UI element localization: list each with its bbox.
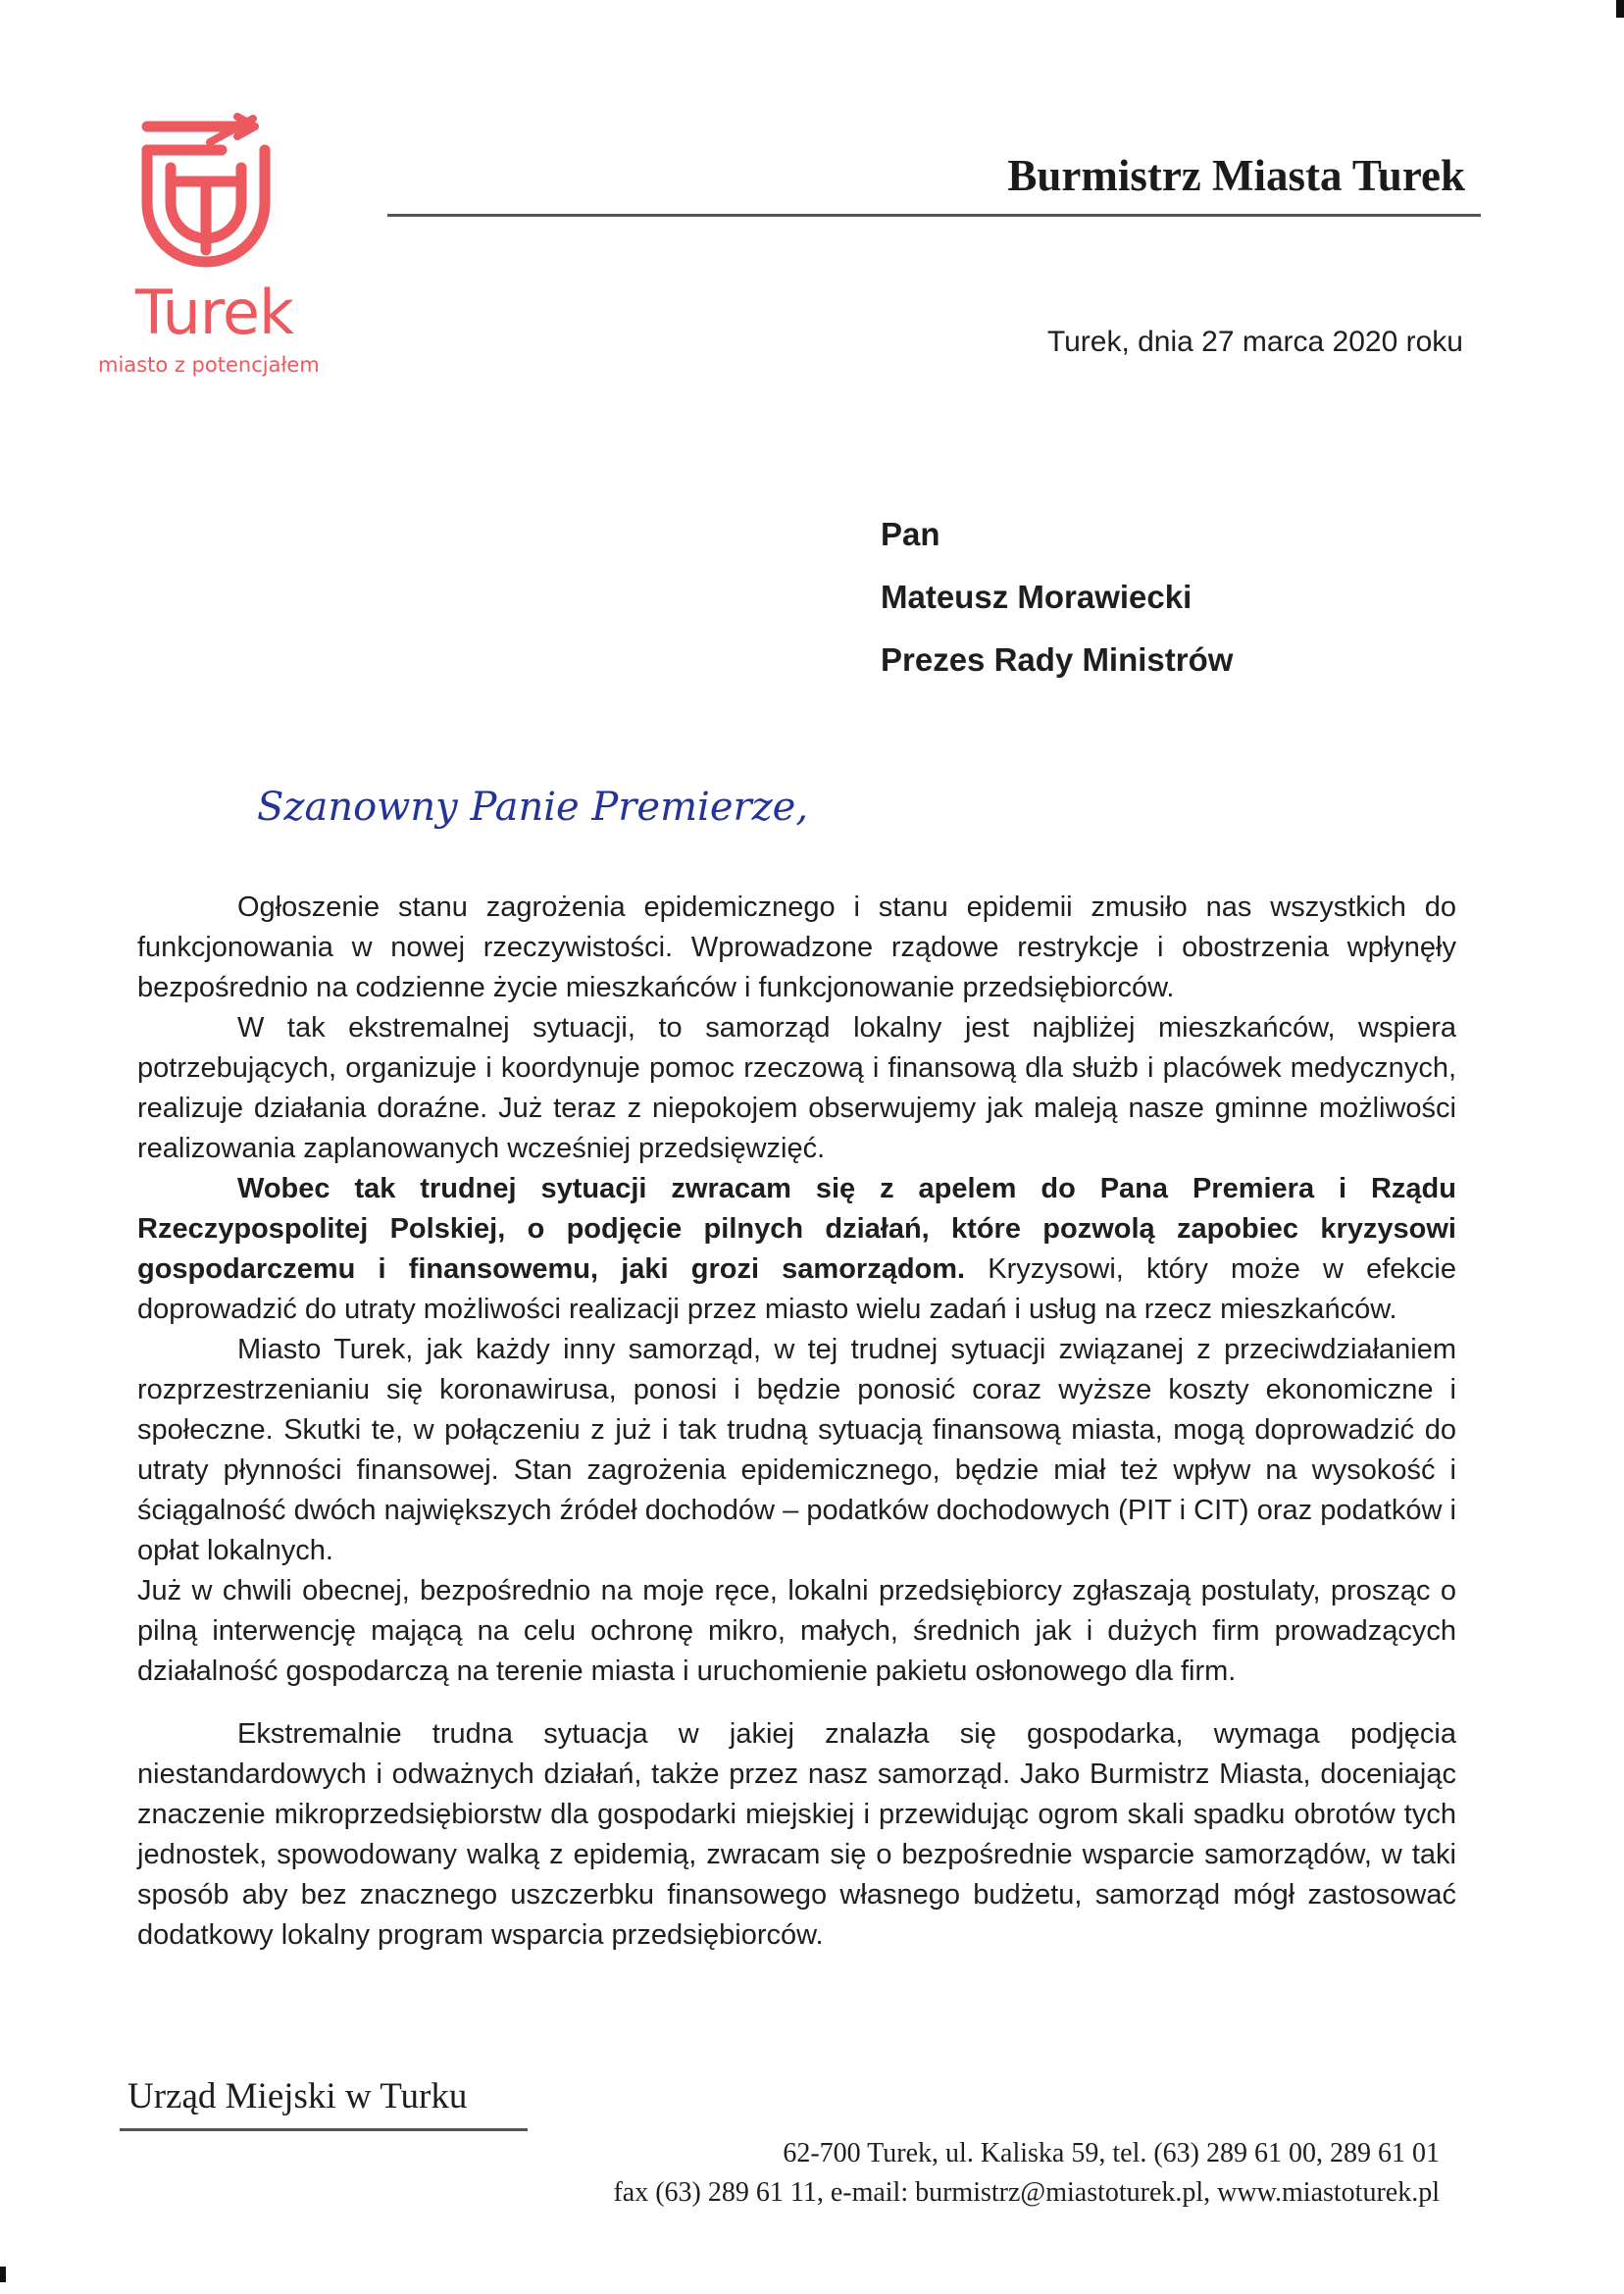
appeal-continuation: Kryzysowi, który może w efekcie doprowadzić do utraty możliwości realizacji przez miasto wielu zadań i usług na rzecz mieszkańców. xyxy=(137,1253,1456,1325)
handwritten-salutation: Szanowny Panie Premierze, xyxy=(257,785,809,830)
paragraph-5: Już w chwili obecnej, bezpośrednio na moje ręce, lokalni przedsiębiorcy zgłaszają postulaty, prosząc o pilną interwencję mającą na celu ochronę mikro, małych, średnich jak i dużych firm prowadzących działalność gospodarczą na terenie miasta i uruchomienie pakietu osłonowego dla firm. xyxy=(137,1575,1456,1687)
paragraph-2: W tak ekstremalnej sytuacji, to samorząd lokalny jest najbliżej mieszkańców, wspiera potrzebujących, organizuje i koordynuje pomoc rzeczową i finansową dla służb i placówek medycznych, realizuje działania doraźne. Już teraz z niepokojem obserwujemy jak maleją nasze gminne możliwości realizowania zaplanowanych wcześniej przedsięwzięć. xyxy=(137,1012,1456,1164)
recipient-name: Mateusz Morawiecki xyxy=(881,579,1193,615)
letter-date: Turek, dnia 27 marca 2020 roku xyxy=(1046,326,1463,358)
logo-tagline: miasto z potencjałem xyxy=(98,353,320,377)
appeal-bold-text: Wobec tak trudnej sytuacji zwracam się z apelem do Pana Premiera i Rządu Rzeczypospolitej Polskiej, o podjęcie pilnych działań, które pozwolą zapobiec kryzysowi gospodarczemu i finansowemu, jaki grozi samorządom. xyxy=(137,1173,1456,1285)
scan-edge-mark-bottom xyxy=(0,2267,6,2282)
recipient-salutation: Pan xyxy=(881,516,940,552)
letterhead-title: Burmistrz Miasta Turek xyxy=(1007,151,1465,200)
paragraph-3 xyxy=(137,1169,1456,1330)
city-logo xyxy=(98,113,343,387)
turek-emblem-icon xyxy=(137,113,275,280)
recipient-title: Prezes Rady Ministrów xyxy=(881,641,1234,678)
footer-address-line: 62-700 Turek, ul. Kaliska 59, tel. (63) 289 61 00, 289 61 01 xyxy=(783,2138,1440,2168)
paragraph-1: Ogłoszenie stanu zagrożenia epidemicznego i stanu epidemii zmusiło nas wszystkich do funkcjonowania w nowej rzeczywistości. Wprowadzone rządowe restrykcje i obostrzenia wpłynęły bezpośrednio na codzienne życie mieszkańców i funkcjonowanie przedsiębiorców. xyxy=(137,892,1456,1003)
letterhead-divider xyxy=(387,214,1481,217)
paragraph-4: Miasto Turek, jak każdy inny samorząd, w tej trudnej sytuacji związanej z przeciwdziałaniem rozprzestrzenianiu się koronawirusa, ponosi i będzie ponosić coraz wyższe koszty ekonomiczne i społeczne. Skutki te, w połączeniu z już i tak trudną sytuacją finansową miasta, mogą doprowadzić do utraty płynności finansowej. Stan zagrożenia epidemicznego, będzie miał też wpływ na wysokość i ściągalność dwóch największych źródeł dochodów – podatków dochodowych (PIT i CIT) oraz podatków i opłat lokalnych. xyxy=(137,1334,1456,1566)
footer-fax-email-line: fax (63) 289 61 11, e-mail: burmistrz@miastoturek.pl, www.miastoturek.pl xyxy=(613,2177,1440,2208)
footer-divider xyxy=(120,2128,528,2131)
paragraph-6: Ekstremalnie trudna sytuacja w jakiej znalazła się gospodarka, wymaga podjęcia niestandardowych i odważnych działań, także przez nasz samorząd. Jako Burmistrz Miasta, doceniając znaczenie mikroprzedsiębiorstw dla gospodarki miejskiej i przewidując ogrom skali spadku obrotów tych jednostek, spowodowany walką z epidemią, zwracam się o bezpośrednie wsparcie samorządów, w taki sposób aby bez znacznego uszczerbku finansowego własnego budżetu, samorząd mógł zastosować dodatkowy lokalny program wsparcia przedsiębiorców. xyxy=(137,1718,1456,1951)
logo-city-name: Turek xyxy=(135,277,293,348)
letter-body xyxy=(137,888,1456,1956)
recipient-block xyxy=(881,503,1233,691)
scan-edge-mark xyxy=(1616,0,1624,18)
footer-contact xyxy=(613,2134,1440,2213)
footer-office-name: Urząd Miejski w Turku xyxy=(127,2076,468,2116)
